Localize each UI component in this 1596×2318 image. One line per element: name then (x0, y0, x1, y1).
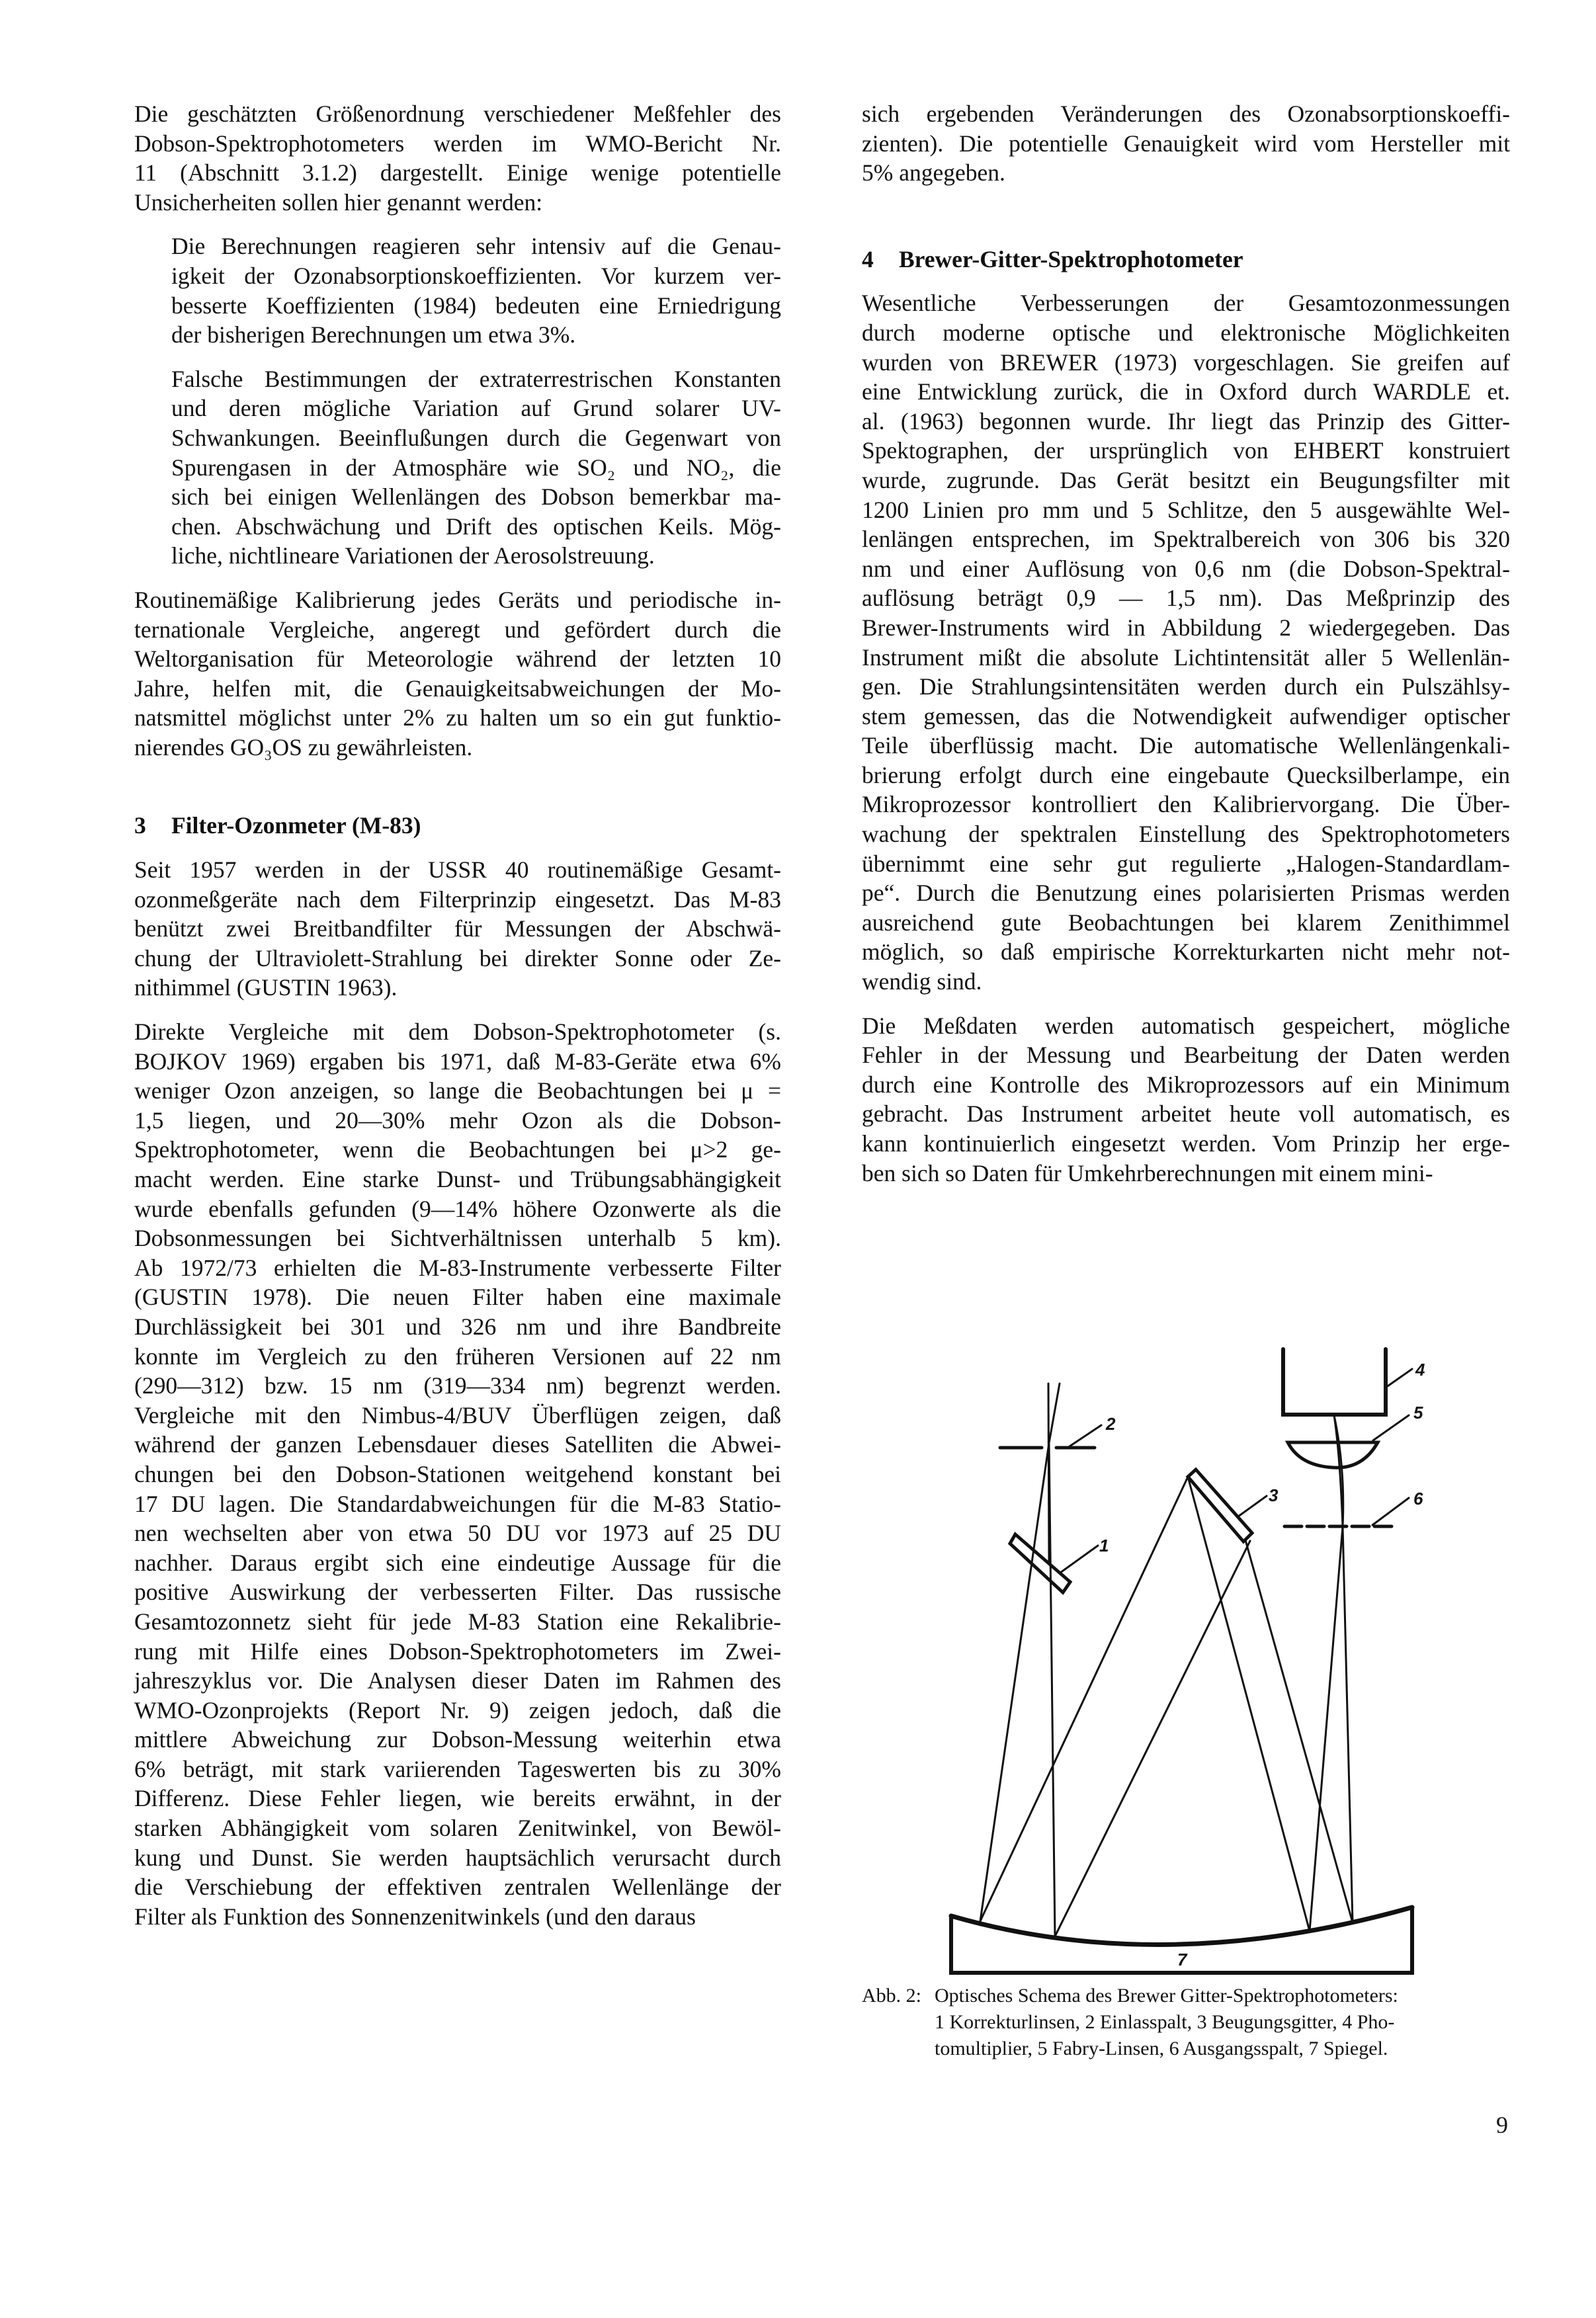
text-line: Die Berechnungen reagieren sehr intensiv auf die Genau- (171, 233, 781, 260)
intro-paragraph (134, 99, 781, 217)
text-line: benützt zwei Breitbandfilter für Messungen der Abschwä- (134, 915, 781, 942)
rays-to-grating (980, 1477, 1250, 1936)
text-line: übernimmt eine sehr gut regulierte „Halogen-Standardlam- (862, 850, 1510, 877)
text-line: 1,5 liegen, und 20—30% mehr Ozon als die Dobson- (134, 1106, 781, 1134)
text-line: starken Abhängigkeit vom solaren Zenitwinkel, von Bewöl- (134, 1815, 781, 1842)
calibration-paragraph (134, 585, 781, 763)
text-line: Schwankungen. Beeinflußungen durch die Gegenwart von (171, 424, 781, 451)
text-line: Jahre, helfen mit, die Genauigkeitsabweichungen der Mo- (134, 675, 781, 702)
fabry-lens (1288, 1415, 1409, 1468)
text-line: gen. Die Strahlungsintensitäten werden durch ein Pulszählsy- (862, 673, 1510, 700)
text-line: Spurengasen in der Atmosphäre wie SO₂ und NO₂, die (171, 454, 781, 481)
text-line: ternationale Vergleiche, angeregt und gefördert durch die (134, 616, 781, 643)
text-line: durch eine Kontrolle des Mikroprozessors auf ein Minimum (862, 1071, 1510, 1098)
section-4-paragraph-1 (862, 288, 1510, 996)
text-line: 17 DU lagen. Die Standardabweichungen für die M-83 Statio- (134, 1490, 781, 1517)
text-line: Dobson-Spektrophotometers werden im WMO-Bericht Nr. (134, 130, 781, 157)
caption-line: 1 Korrekturlinsen, 2 Einlasspalt, 3 Beugungsgitter, 4 Pho- (935, 2011, 1395, 2033)
text-line: 5% angegeben. (862, 159, 1005, 186)
text-line: ben sich so Daten für Umkehrberechnungen mit einem mini- (862, 1159, 1433, 1186)
text-line: Durchlässigkeit bei 301 und 326 nm und ihre Bandbreite (134, 1313, 781, 1340)
text-line: nachher. Daraus ergibt sich eine eindeutige Aussage für die (134, 1549, 781, 1576)
label-1: 1 (1099, 1536, 1109, 1555)
label-2: 2 (1106, 1414, 1116, 1434)
text-line: Differenz. Diese Fehler liegen, wie bereits erwähnt, in der (134, 1785, 781, 1812)
section-3-number: 3 (134, 812, 146, 839)
continuation-paragraph (862, 99, 1510, 188)
text-line: Teile überflüssig macht. Die automatische Wellenlängenkali- (862, 732, 1510, 759)
text-line: Filter als Funktion des Sonnenzenitwinkels (und den daraus (134, 1903, 696, 1930)
rays-to-exit (1310, 1415, 1353, 1931)
text-line: Routinemäßige Kalibrierung jedes Geräts und periodische in- (134, 586, 781, 613)
text-line: sich bei einigen Wellenlängen des Dobson bemerkbar ma- (171, 483, 781, 511)
text-line: zienten). Die potentielle Genauigkeit wird vom Hersteller mit (862, 130, 1510, 157)
section-4-title: Brewer-Gitter-Spektrophotometer (899, 245, 1243, 272)
text-line: eine Entwicklung zurück, die in Oxford durch WARDLE et. (862, 378, 1510, 405)
text-line: Direkte Vergleiche mit dem Dobson-Spektrophotometer (s. (134, 1018, 781, 1046)
text-line: wurden von BREWER (1973) vorgeschlagen. Sie greifen auf (862, 349, 1510, 376)
text-line: Fehler in der Messung und Bearbeitung der Daten werden (862, 1042, 1510, 1069)
text-line: Die geschätzten Größenordnung verschiedener Meßfehler des (134, 101, 781, 127)
text-line: liche, nichtlineare Variationen der Aerosolstreuung. (171, 542, 655, 569)
figure-caption (862, 1983, 1517, 2062)
text-line: der bisherigen Berechnungen um etwa 3%. (171, 321, 576, 349)
uncertainty-item-constants (134, 364, 781, 571)
text-line: Instrument mißt die absolute Lichtintensität aller 5 Wellenlän- (862, 643, 1510, 671)
section-4-heading (862, 245, 1510, 274)
text-line: gebracht. Das Instrument arbeitet heute voll automatisch, es (862, 1100, 1510, 1128)
entrance-slit (1000, 1425, 1101, 1448)
text-line: wachung der spektralen Einstellung des Spektrophotometers (862, 821, 1510, 848)
text-line: 6% beträgt, mit stark variierenden Tageswerten bis zu 30% (134, 1755, 781, 1782)
text-line: lenlängen entsprechen, im Spektralbereich von 306 bis 320 (862, 526, 1510, 553)
page-number: 9 (1496, 2112, 1508, 2138)
rays-from-grating (1188, 1477, 1353, 1931)
caption-prefix: Abb. 2: (862, 1985, 921, 2007)
text-line: nm und einer Auflösung von 0,6 nm (die Dobson-Spektral- (862, 555, 1510, 582)
text-line: Spektographen, der ursprünglich von EHBERT konstruiert (862, 437, 1510, 464)
text-line: 1200 Linien pro mm und 5 Schlitze, den 5 ausgewählte Wel- (862, 496, 1510, 523)
text-line: nen wechselten aber von etwa 50 DU vor 1973 auf 25 DU (134, 1520, 781, 1547)
text-line: während der ganzen Lebensdauer dieses Satelliten die Abwei- (134, 1431, 781, 1458)
text-line: Weltorganisation für Meteorologie während der letzten 10 (134, 645, 781, 673)
text-line: ozonmeßgeräte nach dem Filterprinzip eingesetzt. Das M-83 (134, 886, 781, 913)
text-line: kung und Dunst. Sie werden hauptsächlich verursacht durch (134, 1844, 781, 1871)
text-line: jahreszyklus vor. Die Analysen dieser Daten im Rahmen des (134, 1667, 781, 1694)
text-line: Mikroprozessor kontrolliert den Kalibriervorgang. Die Über- (862, 791, 1510, 818)
text-line: nierendes GO₃OS zu gewährleisten. (134, 733, 473, 761)
text-line: auflösung beträgt 0,9 — 1,5 nm). Das Meßprinzip des (862, 585, 1510, 612)
exit-slit (1284, 1498, 1409, 1526)
section-3-title: Filter-Ozonmeter (M-83) (171, 812, 421, 839)
text-line: wendig sind. (862, 968, 982, 995)
caption-line: Optisches Schema des Brewer Gitter-Spektrophotometers: (935, 1985, 1398, 2007)
text-line: igkeit der Ozonabsorptionskoeffizienten. Vor kurzem ver- (171, 262, 781, 289)
section-4-number: 4 (862, 245, 874, 272)
text-line: 11 (Abschnitt 3.1.2) dargestellt. Einige wenige potentielle (134, 159, 781, 186)
text-line: chungen bei den Dobson-Stationen weitgehend konstant bei (134, 1460, 781, 1487)
text-line: die Verschiebung der effektiven zentralen Wellenlänge der (134, 1874, 781, 1901)
text-line: Falsche Bestimmungen der extraterrestrischen Konstanten (171, 365, 781, 392)
text-line: BOJKOV 1969) ergaben bis 1971, daß M-83-Geräte etwa 6% (134, 1048, 781, 1075)
text-line: Ab 1972/73 erhielten die M-83-Instrumente verbesserte Filter (134, 1254, 781, 1281)
text-line: Die Meßdaten werden automatisch gespeichert, mögliche (862, 1012, 1510, 1039)
right-column (862, 99, 1510, 1188)
text-line: wurde, zugrunde. Das Gerät besitzt ein Beugungsfilter mit (862, 466, 1510, 493)
text-line: konnte im Vergleich zu den früheren Versionen auf 22 nm (134, 1343, 781, 1370)
text-line: stem gemessen, das die Notwendigkeit aufwendiger optischer (862, 702, 1510, 729)
text-line: mittlere Abweichung zur Dobson-Messung weiterhin etwa (134, 1726, 781, 1753)
text-line: besserte Koeffizienten (1984) bedeuten eine Erniedrigung (171, 292, 781, 319)
text-line: Seit 1957 werden in der USSR 40 routinemäßige Gesamt- (134, 856, 781, 884)
text-line: kann kontinuierlich eingesetzt werden. Vom Prinzip her erge- (862, 1130, 1510, 1157)
section-3-paragraph-2 (134, 1017, 781, 1931)
left-column (134, 99, 781, 1931)
text-line: wurde ebenfalls gefunden (9—14% höhere Ozonwerte als die (134, 1195, 781, 1222)
text-line: sich ergebenden Veränderungen des Ozonabsorptionskoeffi- (862, 101, 1510, 127)
section-3-heading (134, 811, 781, 841)
text-line: WMO-Ozonprojekts (Report Nr. 9) zeigen jedoch, daß die (134, 1696, 781, 1723)
text-line: brierung erfolgt durch eine eingebaute Quecksilberlampe, ein (862, 761, 1510, 788)
text-line: natsmittel möglichst unter 2% zu halten um so ein gut funktio- (134, 704, 781, 731)
photomultiplier (1283, 1349, 1412, 1415)
text-line: (GUSTIN 1978). Die neuen Filter haben eine maximale (134, 1284, 781, 1311)
text-line: positive Auswirkung der verbesserten Filter. Das russische (134, 1579, 781, 1606)
text-line: pe“. Durch die Benutzung eines polarisierten Prismas werden (862, 880, 1510, 907)
text-line: macht werden. Eine starke Dunst- und Trübungsabhängigkeit (134, 1166, 781, 1192)
text-line: Unsicherheiten sollen hier genannt werden: (134, 188, 543, 216)
section-3-paragraph-1 (134, 855, 781, 1003)
text-line: möglich, so daß empirische Korrekturkarten nicht mehr not- (862, 938, 1510, 966)
label-6: 6 (1413, 1489, 1423, 1509)
text-line: Gesamtozonnetz sieht für jede M-83 Station eine Rekalibrie- (134, 1608, 781, 1635)
incoming-rays (980, 1384, 1060, 1936)
text-line: Dobsonmessungen bei Sichtverhältnissen unterhalb 5 km). (134, 1225, 781, 1252)
text-line: rung mit Hilfe eines Dobson-Spektrophotometers im Zwei- (134, 1637, 781, 1665)
text-line: Spektrophotometer, wenn die Beobachtungen bei μ>2 ge- (134, 1136, 781, 1163)
text-line: Brewer-Instruments wird in Abbildung 2 wiedergegeben. Das (862, 614, 1510, 641)
section-4-paragraph-2 (862, 1011, 1510, 1188)
correction-lens (1010, 1534, 1098, 1593)
text-line: Vergleiche mit den Nimbus-4/BUV Überflügen zeigen, daß (134, 1401, 781, 1428)
text-line: weniger Ozon anzeigen, so lange die Beobachtungen bei μ = (134, 1077, 781, 1104)
label-7: 7 (1177, 1950, 1187, 1969)
label-4: 4 (1415, 1360, 1425, 1380)
text-line: al. (1963) begonnen wurde. Ihr liegt das Prinzip des Gitter- (862, 407, 1510, 435)
text-line: durch moderne optische und elektronische Möglichkeiten (862, 319, 1510, 346)
label-3: 3 (1269, 1485, 1279, 1505)
text-line: (290—312) bzw. 15 nm (319—334 nm) begrenzt werden. (134, 1372, 781, 1399)
spherical-mirror (951, 1907, 1412, 1973)
text-line: ausreichend gute Beobachtungen bei klarem Zenithimmel (862, 909, 1510, 936)
text-line: nithimmel (GUSTIN 1963). (134, 974, 398, 1001)
uncertainty-item-coefficients (134, 231, 781, 349)
label-5: 5 (1413, 1403, 1423, 1423)
caption-line: tomultiplier, 5 Fabry-Linsen, 6 Ausgangsspalt, 7 Spiegel. (935, 2038, 1388, 2059)
text-line: und deren mögliche Variation auf Grund solarer UV- (171, 395, 781, 422)
text-line: chen. Abschwächung und Drift des optischen Keils. Mög- (171, 513, 781, 540)
text-line: chung der Ultraviolett-Strahlung bei direkter Sonne oder Ze- (134, 944, 781, 972)
diffraction-grating (1188, 1469, 1267, 1542)
text-line: Wesentliche Verbesserungen der Gesamtozonmessungen (862, 290, 1510, 317)
